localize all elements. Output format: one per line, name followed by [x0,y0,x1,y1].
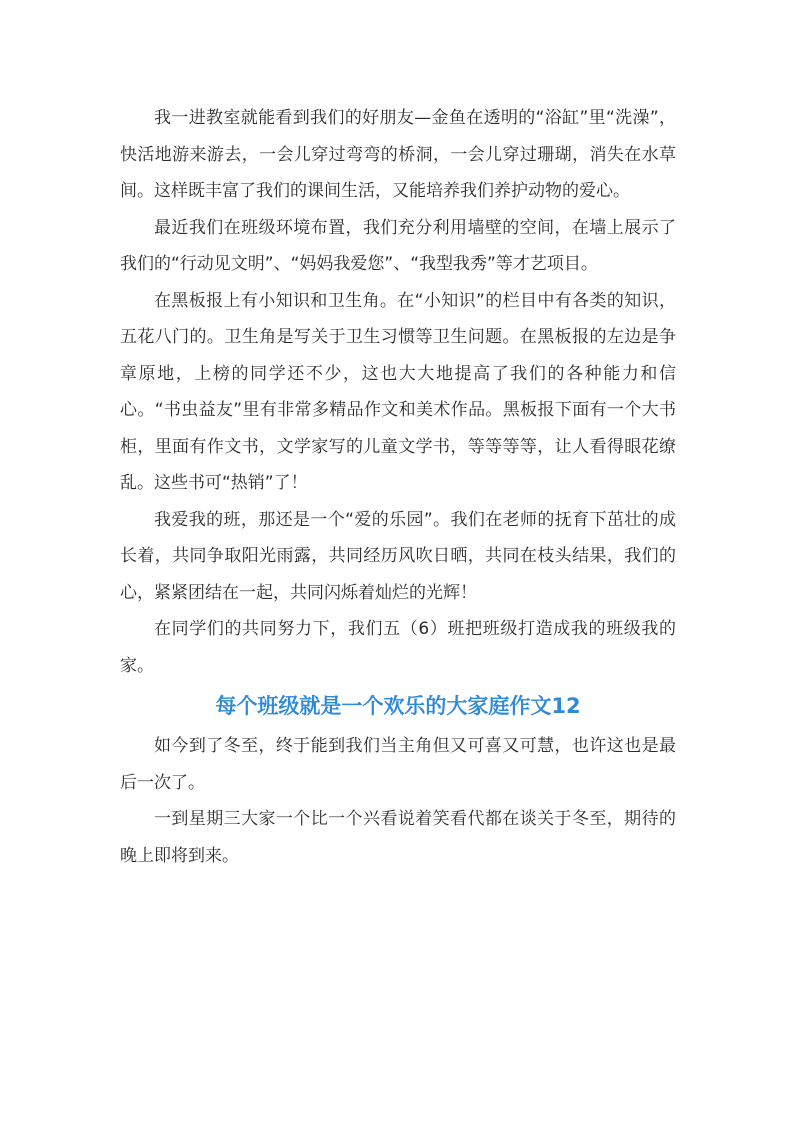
paragraph: 在同学们的共同努力下，我们五（6）班把班级打造成我的班级我的家。 [120,619,676,676]
paragraph: 我爱我的班，那还是一个“爱的乐园”。我们在老师的抚育下茁壮的成长着，共同争取阳光雨露，共同经历风吹日晒，共同在枝头结果，我们的心，紧紧团结在一起，共同闪烁着灿烂的光辉！ [120,509,676,603]
document-body [120,100,676,874]
paragraph: 最近我们在班级环境布置，我们充分利用墙壁的空间，在墙上展示了我们的“行动见文明”、“妈妈我爱您”、“我型我秀”等才艺项目。 [120,217,676,274]
paragraph: 在黑板报上有小知识和卫生角。在“小知识”的栏目中有各类的知识，五花八门的。卫生角是写关于卫生习惯等卫生问题。在黑板报的左边是争章原地，上榜的同学还不少，这也大大地提高了我们的各种能力和信心。“书虫益友”里有非常多精品作文和美术作品。黑板报下面有一个大书柜，里面有作文书，文学家写的儿童文学书，等等等等，让人看得眼花缭乱。这些书可“热销”了！ [120,290,676,493]
section-heading: 每个班级就是一个欢乐的大家庭作文12 [215,694,581,718]
paragraph: 如今到了冬至，终于能到我们当主角但又可喜又可慧，也许这也是最后一次了。 [120,736,676,793]
paragraph: 一到星期三大家一个比一个兴看说着笑看代都在谈关于冬至，期待的晚上即将到来。 [120,809,676,866]
paragraph: 我一进教室就能看到我们的好朋友—金鱼在透明的“浴缸”里“洗澡”，快活地游来游去，一会儿穿过弯弯的桥洞，一会儿穿过珊瑚，消失在水草间。这样既丰富了我们的课间生活，又能培养我们养护动物的爱心。 [120,108,676,201]
